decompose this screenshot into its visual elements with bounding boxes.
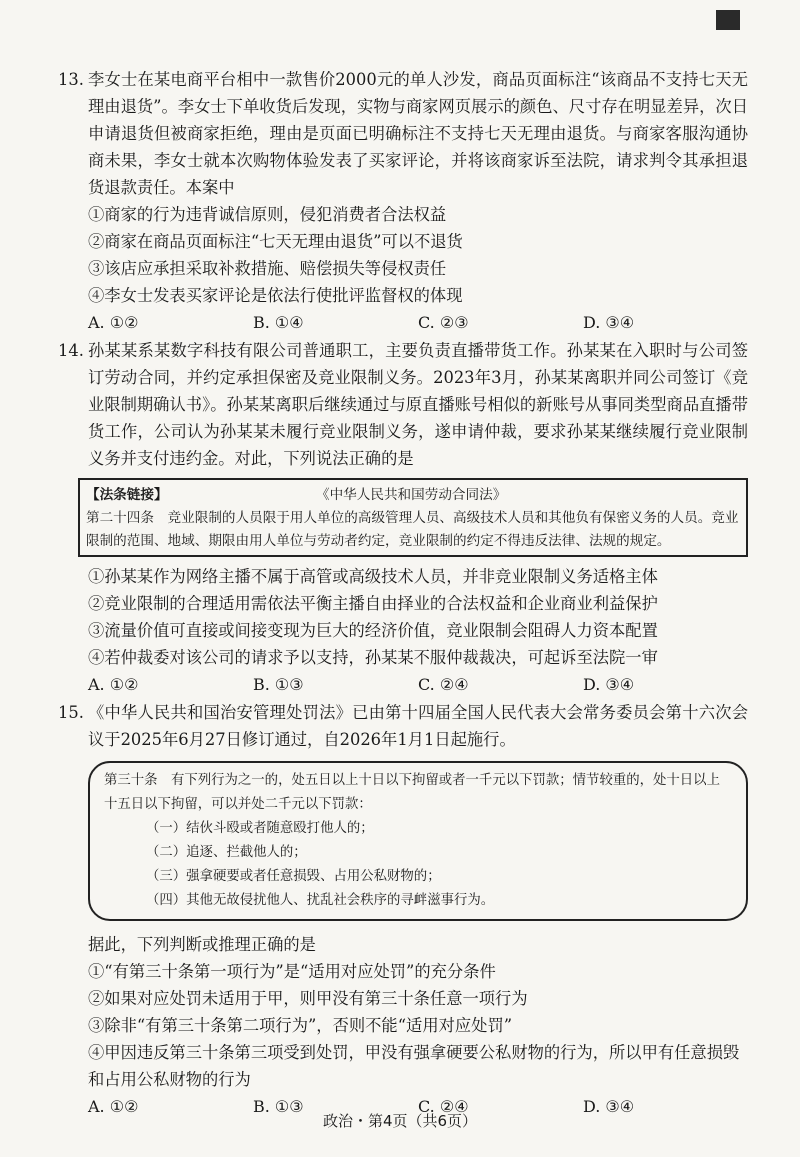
article-item: （三）强拿硬要或者任意损毁、占用公私财物的； bbox=[146, 869, 441, 884]
article-item: （一）结伙斗殴或者随意殴打他人的； bbox=[146, 821, 374, 836]
page-footer: 政治・第4页（共6页） bbox=[322, 1112, 478, 1130]
choice-b: B. ①③ bbox=[253, 1097, 304, 1116]
question-number: 13. bbox=[58, 70, 84, 89]
question-stem: 孙某某系某数字科技有限公司普通职工，主要负责直播带货工作。孙某某在入职时与公司签订劳动合同，并约定承担保密及竞业限制义务。2023年3月，孙某某离职并同公司签订《竞业限制期确认书》。孙某某离职后继续通过与原直播账号相似的新账号从事同类型商品直播带货工作，公司认为孙某某未履行竞业限制义务，遂申请仲裁，要求孙某某继续履行竞业限制义务并支付违约金。对此，下列说法正确的是 bbox=[88, 341, 748, 468]
choice-a: A. ①② bbox=[88, 1097, 139, 1116]
statement-option: ②竞业限制的合理适用需依法平衡主播自由择业的合法权益和企业商业利益保护 bbox=[88, 594, 658, 613]
law-article-box bbox=[88, 761, 748, 921]
choice-c: C. ②③ bbox=[418, 313, 469, 332]
question-number: 15. bbox=[58, 703, 84, 722]
choice-c: C. ②④ bbox=[418, 1097, 469, 1116]
statement-option: ④若仲裁委对该公司的请求予以支持，孙某某不服仲裁裁决，可起诉至法院一审 bbox=[88, 648, 658, 667]
choice-b: B. ①④ bbox=[253, 313, 304, 332]
article-item: （二）追逐、拦截他人的； bbox=[146, 845, 307, 860]
question-number: 14. bbox=[58, 341, 84, 360]
choice-b: B. ①③ bbox=[253, 675, 304, 694]
choice-a: A. ①② bbox=[88, 675, 139, 694]
statement-option: ①“有第三十条第一项行为”是“适用对应处罚”的充分条件 bbox=[88, 962, 496, 981]
law-link-tag: 【法条链接】 bbox=[86, 487, 168, 503]
question-stem: 《中华人民共和国治安管理处罚法》已由第十四届全国人民代表大会常务委员会第十六次会议于2025年6月27日修订通过，自2026年1月1日起施行。 bbox=[88, 703, 748, 749]
choice-d: D. ③④ bbox=[583, 1097, 635, 1116]
answer-choices bbox=[58, 309, 748, 337]
statement-option: ③除非“有第三十条第二项行为”，否则不能“适用对应处罚” bbox=[88, 1016, 513, 1035]
statement-option: ②商家在商品页面标注“七天无理由退货”可以不退货 bbox=[88, 232, 463, 251]
choice-c: C. ②④ bbox=[418, 675, 469, 694]
statement-option: ③该店应承担采取补救措施、赔偿损失等侵权责任 bbox=[88, 259, 447, 278]
question-15 bbox=[58, 699, 748, 753]
choice-d: D. ③④ bbox=[583, 675, 635, 694]
choice-d: D. ③④ bbox=[583, 313, 635, 332]
statement-option: ④李女士发表买家评论是依法行使批评监督权的体现 bbox=[88, 286, 463, 305]
statement-option: ③流量价值可直接或间接变现为巨大的经济价值，竞业限制会阻碍人力资本配置 bbox=[88, 621, 658, 640]
page-content bbox=[58, 66, 748, 1121]
choice-a: A. ①② bbox=[88, 313, 139, 332]
statement-option: ④甲因违反第三十条第三项受到处罚，甲没有强拿硬要公私财物的行为，所以甲有任意损毁和占用公私财物的行为 bbox=[88, 1043, 740, 1089]
article-item: （四）其他无故侵扰他人、扰乱社会秩序的寻衅滋事行为。 bbox=[146, 893, 495, 908]
question-14 bbox=[58, 337, 748, 472]
answer-choices bbox=[58, 671, 748, 699]
law-text: 第二十四条 竞业限制的人员限于用人单位的高级管理人员、高级技术人员和其他负有保密义务的人员。竞业限制的范围、地域、期限由用人单位与劳动者约定，竞业限制的约定不得违反法律、法规的规定。 bbox=[86, 510, 739, 549]
corner-mark bbox=[716, 10, 740, 30]
article-intro: 第三十条 有下列行为之一的，处五日以上十日以下拘留或者一千元以下罚款；情节较重的，处十日以上十五日以下拘留，可以并处二千元以下罚款： bbox=[104, 773, 720, 812]
question-13 bbox=[58, 66, 748, 201]
law-title: 《中华人民共和国劳动合同法》 bbox=[316, 487, 507, 503]
statement-option: ①孙某某作为网络主播不属于高管或高级技术人员，并非竞业限制义务适格主体 bbox=[88, 567, 658, 586]
question-stem: 李女士在某电商平台相中一款售价2000元的单人沙发，商品页面标注“该商品不支持七天无理由退货”。李女士下单收货后发现，实物与商家网页展示的颜色、尺寸存在明显差异，次日申请退货但被商家拒绝，理由是页面已明确标注不支持七天无理由退货。与商家客服沟通协商未果，李女士就本次购物体验发表了买家评论，并将该商家诉至法院，请求判令其承担退货退款责任。本案中 bbox=[88, 70, 748, 197]
statement-option: ②如果对应处罚未适用于甲，则甲没有第三十条任意一项行为 bbox=[88, 989, 528, 1008]
question-lead: 据此，下列判断或推理正确的是 bbox=[88, 935, 316, 954]
statement-option: ①商家的行为违背诚信原则，侵犯消费者合法权益 bbox=[88, 205, 447, 224]
law-link-box bbox=[78, 478, 748, 557]
